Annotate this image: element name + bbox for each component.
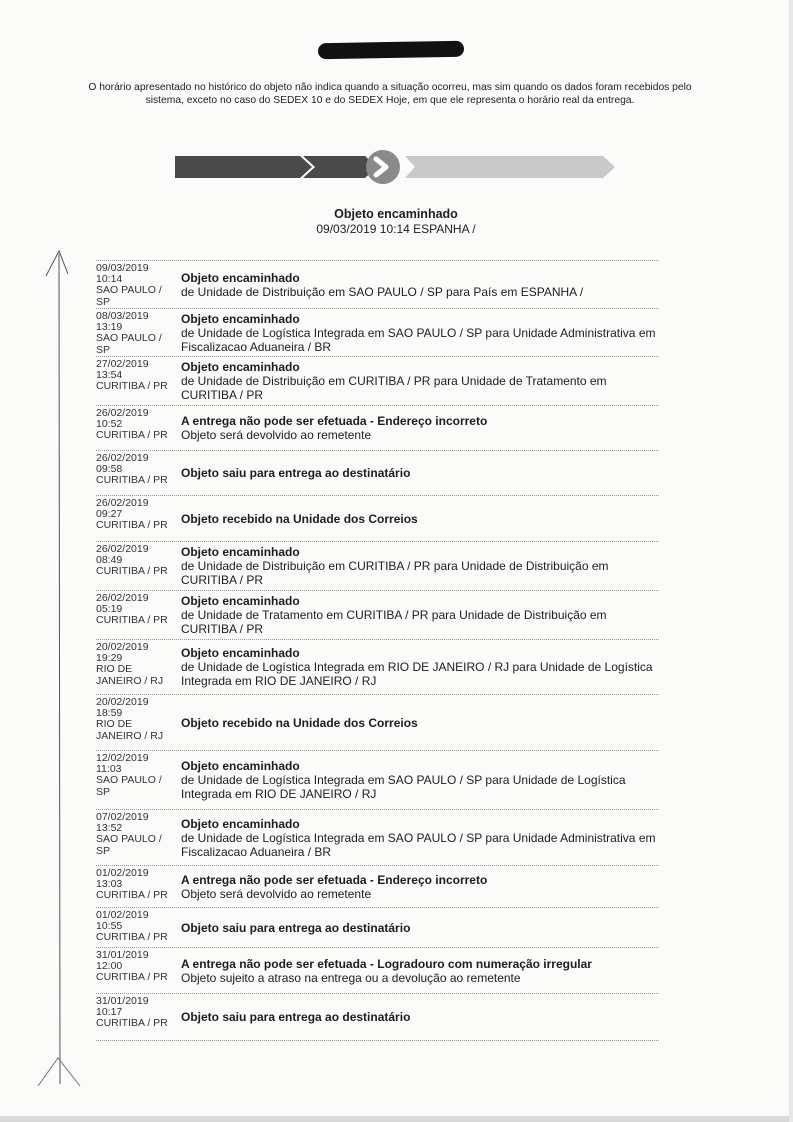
event-date: 20/02/2019 (96, 696, 149, 708)
event-place: SAO PAULO / (96, 833, 162, 846)
event-time: 09:58 (96, 463, 123, 476)
current-status-summary (246, 207, 546, 237)
progress-step-2 (303, 156, 377, 178)
event-detail: de Unidade de Tratamento em CURITIBA / PR para Unidade de Distribuição em CURITIBA / PR (181, 608, 607, 636)
event-time: 10:14 (96, 273, 123, 286)
event-status: Objeto encaminhado (181, 545, 300, 559)
event-body (181, 810, 659, 865)
event-date: 12/02/2019 (96, 752, 149, 764)
event-meta (96, 948, 181, 993)
event-place: CURITIBA / PR (96, 971, 168, 984)
event-body (181, 261, 659, 308)
event-row (96, 541, 659, 590)
event-place: SAO PAULO / (96, 774, 162, 787)
event-status: Objeto saiu para entrega ao destinatário (181, 1010, 411, 1024)
event-body (181, 751, 659, 809)
event-row (96, 907, 659, 947)
event-body (181, 866, 659, 907)
event-place: JANEIRO / RJ (96, 674, 164, 687)
event-detail: Objeto será devolvido ao remetente (181, 428, 372, 442)
event-detail: de Unidade de Distribuição em SAO PAULO / SP para País em ESPANHA / (181, 284, 584, 299)
event-row (96, 993, 659, 1040)
event-body (181, 451, 659, 495)
progress-step-4 (405, 156, 615, 178)
event-row (96, 590, 659, 639)
handwritten-arrow (28, 246, 88, 1086)
event-time: 11:03 (96, 763, 122, 776)
event-status: Objeto encaminhado (181, 646, 300, 660)
event-date: 07/02/2019 (96, 811, 149, 823)
event-place: CURITIBA / PR (96, 931, 168, 944)
page-edge-right (789, 0, 793, 1122)
event-meta (96, 496, 181, 541)
event-meta (96, 810, 181, 865)
event-place: CURITIBA / PR (96, 1017, 168, 1030)
event-status: Objeto recebido na Unidade dos Correios (181, 511, 418, 526)
event-body (181, 994, 659, 1040)
event-meta (96, 451, 181, 495)
event-place: SAO PAULO / (96, 284, 162, 297)
event-date: 31/01/2019 (96, 949, 149, 961)
event-row (96, 809, 659, 865)
event-status: Objeto encaminhado (181, 594, 300, 608)
event-place: CURITIBA / PR (96, 614, 168, 627)
event-body (181, 496, 659, 541)
event-date: 26/02/2019 (96, 407, 149, 419)
event-body (181, 695, 659, 750)
event-status: Objeto recebido na Unidade dos Correios (181, 715, 418, 730)
event-detail: de Unidade de Logística Integrada em SAO PAULO / SP para Unidade Administrativa em Fiscalizacao Aduaneira / BR (181, 325, 656, 354)
event-meta (96, 591, 181, 639)
progress-bar (175, 150, 615, 184)
event-place: SAO PAULO / (96, 332, 162, 345)
event-row (96, 947, 659, 993)
event-time: 19:29 (96, 652, 123, 665)
event-date: 26/02/2019 (96, 543, 149, 555)
event-time: 10:52 (96, 418, 123, 431)
event-time: 13:03 (96, 878, 123, 891)
event-time: 05:19 (96, 603, 123, 616)
event-row (96, 639, 659, 694)
event-status: Objeto saiu para entrega ao destinatário (181, 920, 411, 935)
event-place: CURITIBA / PR (96, 429, 168, 442)
event-row (96, 356, 659, 405)
event-body (181, 357, 659, 405)
event-detail: de Unidade de Distribuição em CURITIBA / PR para Unidade de Tratamento em CURITIBA / PR (181, 374, 607, 402)
event-meta (96, 309, 181, 356)
progress-step-1 (175, 156, 312, 178)
history-end-divider (96, 1040, 659, 1041)
event-detail: Objeto sujeito a atraso na entrega ou a devolução ao remetente (181, 970, 521, 985)
event-detail: de Unidade de Logística Integrada em RIO DE JANEIRO / RJ para Unidade de Logística Integrada em RIO DE JANEIRO / RJ (181, 660, 653, 688)
tracking-history (96, 260, 659, 1041)
event-row (96, 495, 659, 541)
event-status: Objeto saiu para entrega ao destinatário (181, 466, 411, 480)
event-meta (96, 908, 181, 947)
event-meta (96, 640, 181, 694)
event-body (181, 948, 659, 993)
event-time: 08:49 (96, 554, 123, 567)
event-place: SP (96, 343, 111, 356)
event-body (181, 309, 659, 356)
event-row (96, 750, 659, 809)
event-time: 13:19 (96, 321, 123, 334)
event-place: RIO DE (96, 663, 133, 676)
event-row (96, 694, 659, 750)
event-row (96, 405, 659, 450)
event-date: 27/02/2019 (96, 358, 149, 370)
event-body (181, 591, 659, 639)
event-status: Objeto encaminhado (181, 759, 300, 773)
event-meta (96, 406, 181, 450)
event-time: 10:55 (96, 920, 123, 933)
event-place: CURITIBA / PR (96, 380, 168, 393)
event-status: Objeto encaminhado (181, 270, 300, 285)
event-place: JANEIRO / RJ (96, 729, 164, 742)
event-detail: de Unidade de Distribuição em CURITIBA / PR para Unidade de Distribuição em CURITIBA / PR (181, 559, 609, 587)
event-row (96, 450, 659, 495)
event-time: 13:54 (96, 369, 123, 382)
event-time: 09:27 (96, 508, 123, 521)
event-status: Objeto encaminhado (181, 816, 300, 831)
event-detail: de Unidade de Logística Integrada em SAO PAULO / SP para Unidade de Logística Integrada em RIO DE JANEIRO / RJ (181, 773, 626, 801)
redacted-tracking-code (318, 41, 464, 60)
event-date: 26/02/2019 (96, 452, 149, 464)
event-date: 26/02/2019 (96, 497, 149, 509)
event-status: Objeto encaminhado (181, 360, 300, 374)
event-status: A entrega não pode ser efetuada - Logradouro com numeração irregular (181, 956, 592, 971)
event-row (96, 308, 659, 356)
event-body (181, 640, 659, 694)
event-place: SP (96, 785, 111, 798)
page-edge-shadow (0, 1116, 793, 1122)
event-date: 01/02/2019 (96, 909, 149, 921)
event-status: A entrega não pode ser efetuada - Endereço incorreto (181, 872, 488, 887)
event-meta (96, 542, 181, 590)
summary-detail: 09/03/2019 10:14 ESPANHA / (316, 222, 476, 236)
event-time: 18:59 (96, 707, 123, 720)
event-time: 12:00 (96, 960, 123, 973)
event-row (96, 865, 659, 907)
event-place: SP (96, 295, 111, 308)
event-meta (96, 751, 181, 809)
event-date: 09/03/2019 (96, 262, 149, 274)
event-meta (96, 357, 181, 405)
event-date: 31/01/2019 (96, 995, 149, 1007)
event-date: 26/02/2019 (96, 592, 149, 604)
event-status: Objeto encaminhado (181, 311, 300, 326)
event-meta (96, 695, 181, 750)
summary-status: Objeto encaminhado (334, 207, 458, 221)
event-date: 01/02/2019 (96, 867, 149, 879)
event-place: CURITIBA / PR (96, 474, 168, 487)
event-place: SP (96, 844, 111, 857)
event-place: CURITIBA / PR (96, 519, 168, 532)
event-place: RIO DE (96, 718, 133, 731)
event-date: 20/02/2019 (96, 641, 149, 653)
event-row (96, 260, 659, 308)
event-body (181, 542, 659, 590)
event-body (181, 406, 659, 450)
event-detail: de Unidade de Logística Integrada em SAO PAULO / SP para Unidade Administrativa em Fiscalizacao Aduaneira / BR (181, 830, 656, 859)
event-meta (96, 994, 181, 1040)
event-place: CURITIBA / PR (96, 889, 168, 902)
event-meta (96, 261, 181, 308)
event-status: A entrega não pode ser efetuada - Endereço incorreto (181, 414, 488, 428)
event-meta (96, 866, 181, 907)
event-date: 08/03/2019 (96, 310, 149, 322)
event-place: CURITIBA / PR (96, 565, 168, 578)
event-time: 10:17 (96, 1006, 123, 1019)
time-notice: O horário apresentado no histórico do objeto não indica quando a situação ocorreu, mas sim quando os dados foram recebidos pelo sistema, exceto no caso do SEDEX 10 e do SEDEX Hoje, em que ele representa o horário real da entrega. (88, 82, 692, 106)
event-detail: Objeto será devolvido ao remetente (181, 886, 372, 901)
event-body (181, 908, 659, 947)
event-time: 13:52 (96, 822, 123, 835)
